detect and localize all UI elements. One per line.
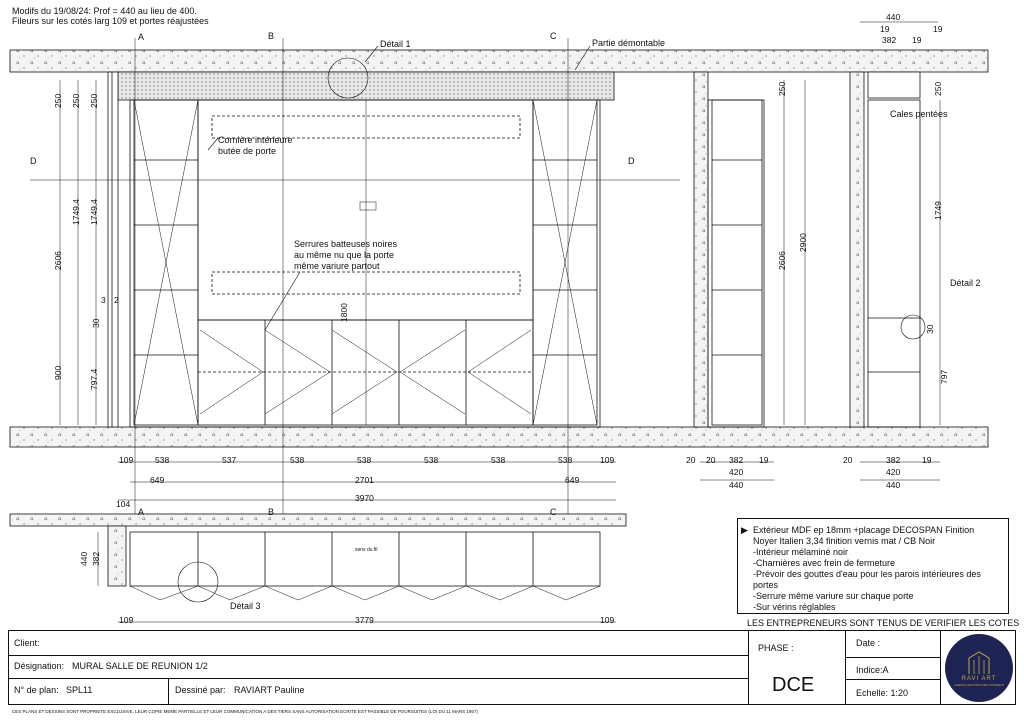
- detail-dim-20: 20: [843, 455, 853, 465]
- drawn-by-label: Dessiné par:: [175, 685, 226, 695]
- plan-number-label: N° de plan:: [14, 685, 59, 695]
- section-marker-d-right: D: [628, 156, 635, 166]
- dim-h-538-3: 538: [357, 455, 372, 465]
- section-marker-b: B: [268, 31, 275, 41]
- callout-detail-3: Détail 3: [230, 601, 261, 611]
- section-marker-b-plan: B: [268, 507, 275, 517]
- section-marker-d-left: D: [30, 156, 37, 166]
- detail-dim-19-top-a: 19: [880, 24, 890, 34]
- floor-slab: [10, 427, 988, 447]
- dim-h-2701: 2701: [355, 475, 374, 485]
- callout-partie-demontable: Partie démontable: [592, 38, 666, 48]
- dim-h-3970: 3970: [355, 493, 374, 503]
- callout-cales-pentees: Cales pentées: [890, 109, 948, 119]
- detail-dim-440: 440: [886, 480, 901, 490]
- detail-dim-797: 797: [939, 369, 949, 384]
- section-marker-a-plan: A: [138, 507, 145, 517]
- dim-v-1749-4-b: 1749.4: [89, 199, 99, 225]
- note-line-6: portes: [753, 580, 779, 590]
- note-line-3: -Intérieur mélaminé noir: [753, 547, 849, 557]
- modif-note-line1: Modifs du 19/08/24: Prof = 440 au lieu de 400.: [12, 6, 197, 16]
- note-line-4: -Charnières avec frein de fermeture: [753, 558, 896, 568]
- plan-dim-3779: 3779: [355, 615, 374, 625]
- side-dim-250: 250: [777, 81, 787, 96]
- note-line-7: -Serrure même variure sur chaque porte: [753, 591, 914, 601]
- date-label: Date :: [856, 638, 881, 648]
- side-dim-2900: 2900: [798, 233, 808, 252]
- callout-corniere-1: Cornière intérieure: [218, 135, 293, 145]
- side-dim-19: 19: [759, 455, 769, 465]
- note-line-1: Extérieur MDF ep 18mm +placage DECOSPAN Finition: [753, 525, 975, 535]
- indice-value: Indice:A: [856, 665, 889, 675]
- dim-2: 2: [114, 295, 119, 305]
- detail-section: [850, 22, 943, 480]
- front-elevation: [10, 35, 988, 520]
- dim-30: 30: [91, 318, 101, 328]
- note-line-5: -Prévoir des gouttes d'eau pour les parois intérieures des: [753, 569, 981, 579]
- callout-serrures-3: même variure partout: [294, 261, 380, 271]
- callout-serrures-1: Serrures batteuses noires: [294, 239, 398, 249]
- detail-dim-19-top-b: 19: [933, 24, 943, 34]
- section-marker-a: A: [138, 32, 145, 42]
- detail-dim-1749: 1749: [933, 201, 943, 220]
- side-section: [694, 72, 805, 480]
- detail-dim-19-top-c: 19: [912, 35, 922, 45]
- dim-h-109-right: 109: [600, 455, 615, 465]
- client-label: Client:: [14, 638, 40, 648]
- dim-h-538-2: 538: [290, 455, 305, 465]
- dim-v-2606: 2606: [53, 251, 63, 270]
- dim-h-538-1: 538: [155, 455, 170, 465]
- logo-building-icon: [945, 634, 1013, 702]
- plan-dim-109-right: 109: [600, 615, 615, 625]
- dim-v-250-inner: 250: [71, 93, 81, 108]
- plan-sens-du-fil: sens du fil: [355, 547, 378, 553]
- note-line-2: Noyer Italien 3,34 finition vernis mat / CB Noir: [753, 536, 936, 546]
- side-dim-2606: 2606: [777, 251, 787, 270]
- callout-detail-1: Détail 1: [380, 39, 411, 49]
- dim-v-900: 900: [53, 365, 63, 380]
- designation-value: MURAL SALLE DE REUNION 1/2: [72, 661, 208, 671]
- plan-section: [10, 514, 626, 622]
- drawn-by-value: RAVIART Pauline: [234, 685, 305, 695]
- dim-h-538-6: 538: [558, 455, 573, 465]
- dim-h-109-left: 109: [119, 455, 134, 465]
- phase-label: PHASE :: [758, 643, 794, 653]
- detail-dim-19: 19: [922, 455, 932, 465]
- detail-dim-382-top: 382: [882, 35, 897, 45]
- dim-h-649-left: 649: [150, 475, 165, 485]
- side-dim-420: 420: [729, 467, 744, 477]
- logo-text: RAVI ART: [961, 676, 997, 682]
- plan-dim-440: 440: [79, 551, 89, 566]
- dim-h-538-5: 538: [491, 455, 506, 465]
- footer-legal: CES PLANS ET DESSINS SONT PROPRIETE EXCLUSIVE, LEUR COPIE MEME PARTIELLE ET LEUR COMMUNICATION A DES TIERS SANS AUTORISATION ECRITE EST PASSIBLE DE POURSUITES (LOI DU 11 MARS 1957): [12, 709, 478, 714]
- notes-box: [737, 518, 1009, 614]
- designation-label: Désignation:: [14, 661, 65, 671]
- section-marker-c-plan: C: [550, 507, 557, 517]
- side-dim-440: 440: [729, 480, 744, 490]
- dim-v-1749-4-a: 1749.4: [71, 199, 81, 225]
- detail-dim-440-top: 440: [886, 12, 901, 22]
- callout-corniere-2: butée de porte: [218, 146, 277, 156]
- plan-number-value: SPL11: [66, 685, 93, 695]
- side-dim-382: 382: [729, 455, 744, 465]
- dim-v-250-b: 250: [89, 93, 99, 108]
- echelle-value: Echelle: 1:20: [856, 688, 909, 698]
- callout-serrures-2: au même nu que la porte: [294, 250, 395, 260]
- detail-dim-420: 420: [886, 467, 901, 477]
- side-dim-20-left: 20: [686, 455, 696, 465]
- section-marker-c: C: [550, 31, 557, 41]
- notes-arrow-icon: ▶: [741, 525, 748, 535]
- detail-dim-30: 30: [925, 324, 935, 334]
- callout-detail-2: Détail 2: [950, 278, 981, 288]
- plan-dim-109-left: 109: [119, 615, 134, 625]
- detail-dim-382: 382: [886, 455, 901, 465]
- note-line-8: -Sur vérins réglables: [753, 602, 836, 612]
- side-dim-20: 20: [706, 455, 716, 465]
- dim-h-537: 537: [222, 455, 237, 465]
- ceiling-slab: [10, 50, 988, 72]
- dim-1800: 1800: [339, 303, 349, 322]
- detail-dim-250: 250: [933, 81, 943, 96]
- dim-v-797-4: 797.4: [89, 368, 99, 390]
- dim-v-250-outer: 250: [53, 93, 63, 108]
- plan-dim-104: 104: [116, 499, 131, 509]
- dim-3: 3: [101, 295, 106, 305]
- plan-dim-382: 382: [91, 551, 101, 566]
- warning-text: LES ENTREPRENEURS SONT TENUS DE VERIFIER LES COTES: [747, 618, 1020, 628]
- dim-h-649-right: 649: [565, 475, 580, 485]
- modif-note-line2: Fileurs sur les cotés larg 109 et portes réajustées: [12, 16, 209, 26]
- logo-subtext: AGENCE D'ARCHITECTURE D'INTÉRIEUR: [954, 684, 1004, 687]
- raviart-logo: [945, 634, 1013, 702]
- phase-value: DCE: [772, 674, 815, 696]
- dim-h-538-4: 538: [424, 455, 439, 465]
- soffit: [118, 72, 614, 100]
